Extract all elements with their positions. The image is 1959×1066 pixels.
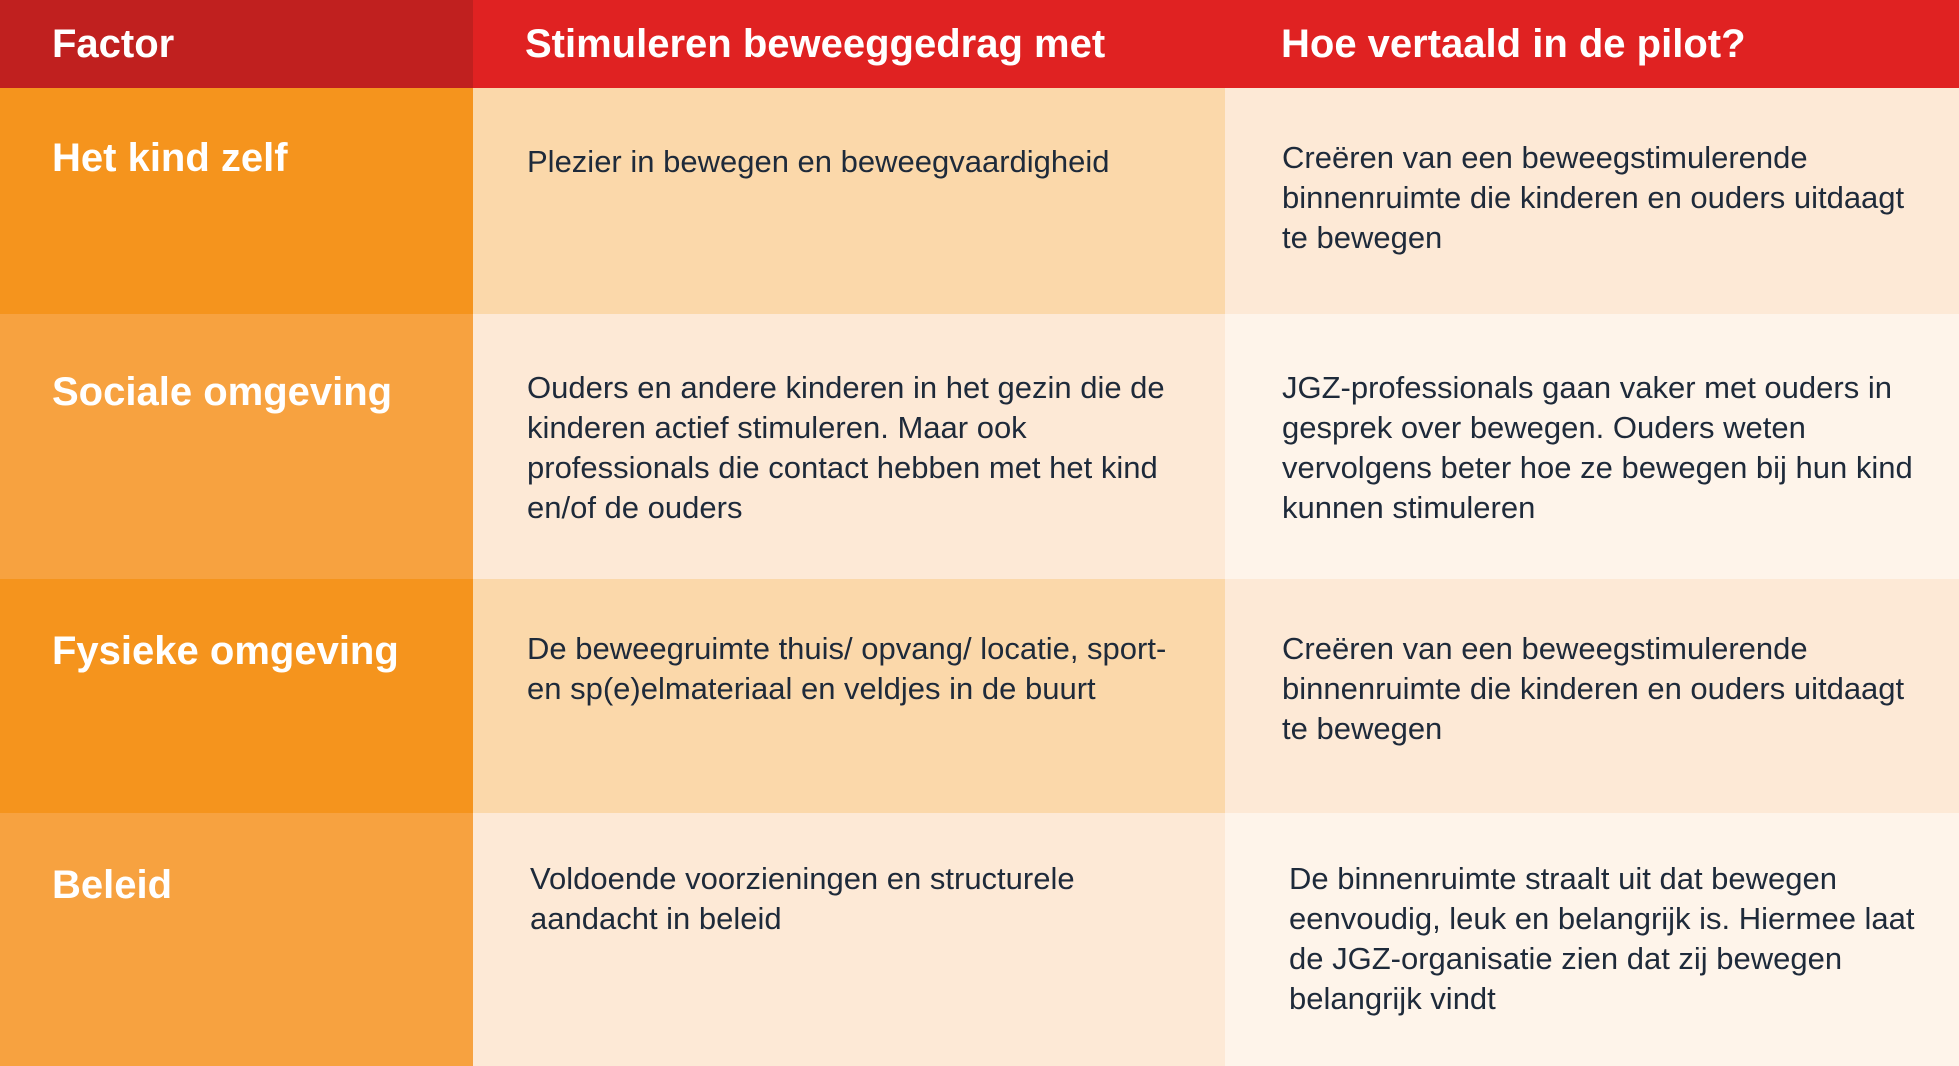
stimuleren-text: Voldoende voorzieningen en structurele aandacht in beleid xyxy=(530,861,1075,936)
factor-label: Fysieke omgeving xyxy=(52,629,399,673)
stimuleren-cell xyxy=(473,314,1225,579)
stimuleren-cell xyxy=(473,813,1225,1066)
factor-cell xyxy=(0,314,473,579)
pilot-text: Creëren van een beweegstimulerende binnenruimte die kinderen en ouders uitdaagt te bewegen xyxy=(1282,140,1905,255)
factor-label: Het kind zelf xyxy=(52,136,288,180)
stimuleren-text: Ouders en andere kinderen in het gezin die de kinderen actief stimuleren. Maar ook professionals die contact hebben met het kind en/of de ouders xyxy=(527,370,1165,525)
table-row xyxy=(0,314,1959,579)
factor-cell xyxy=(0,88,473,314)
stimuleren-cell xyxy=(473,88,1225,314)
stimuleren-text: Plezier in bewegen en beweegvaardigheid xyxy=(527,144,1110,179)
factor-cell xyxy=(0,579,473,813)
pilot-cell xyxy=(1225,314,1959,579)
pilot-text: JGZ-professionals gaan vaker met ouders in gesprek over bewegen. Ouders weten vervolgens beter hoe ze bewegen bij hun kind kunnen stimuleren xyxy=(1282,370,1913,525)
factor-cell xyxy=(0,813,473,1066)
pilot-cell xyxy=(1225,579,1959,813)
pilot-cell xyxy=(1225,813,1959,1066)
pilot-cell xyxy=(1225,88,1959,314)
stimuleren-cell xyxy=(473,579,1225,813)
header-factor: Factor xyxy=(0,0,473,88)
table-row xyxy=(0,88,1959,314)
table-row xyxy=(0,813,1959,1066)
factor-label: Sociale omgeving xyxy=(52,370,393,414)
pilot-text: Creëren van een beweegstimulerende binnenruimte die kinderen en ouders uitdaagt te bewegen xyxy=(1282,631,1905,746)
stimuleren-text: De beweegruimte thuis/ opvang/ locatie, sport- en sp(e)elmateriaal en veldjes in de buurt xyxy=(527,631,1167,706)
table-row xyxy=(0,579,1959,813)
factor-label: Beleid xyxy=(52,863,173,907)
header-pilot: Hoe vertaald in de pilot? xyxy=(1225,0,1959,88)
header-stimuleren: Stimuleren beweeggedrag met xyxy=(473,0,1225,88)
pilot-text: De binnenruimte straalt uit dat bewegen eenvoudig, leuk en belangrijk is. Hiermee laat de JGZ-organisatie zien dat zij bewegen belangrijk vindt xyxy=(1289,861,1915,1016)
